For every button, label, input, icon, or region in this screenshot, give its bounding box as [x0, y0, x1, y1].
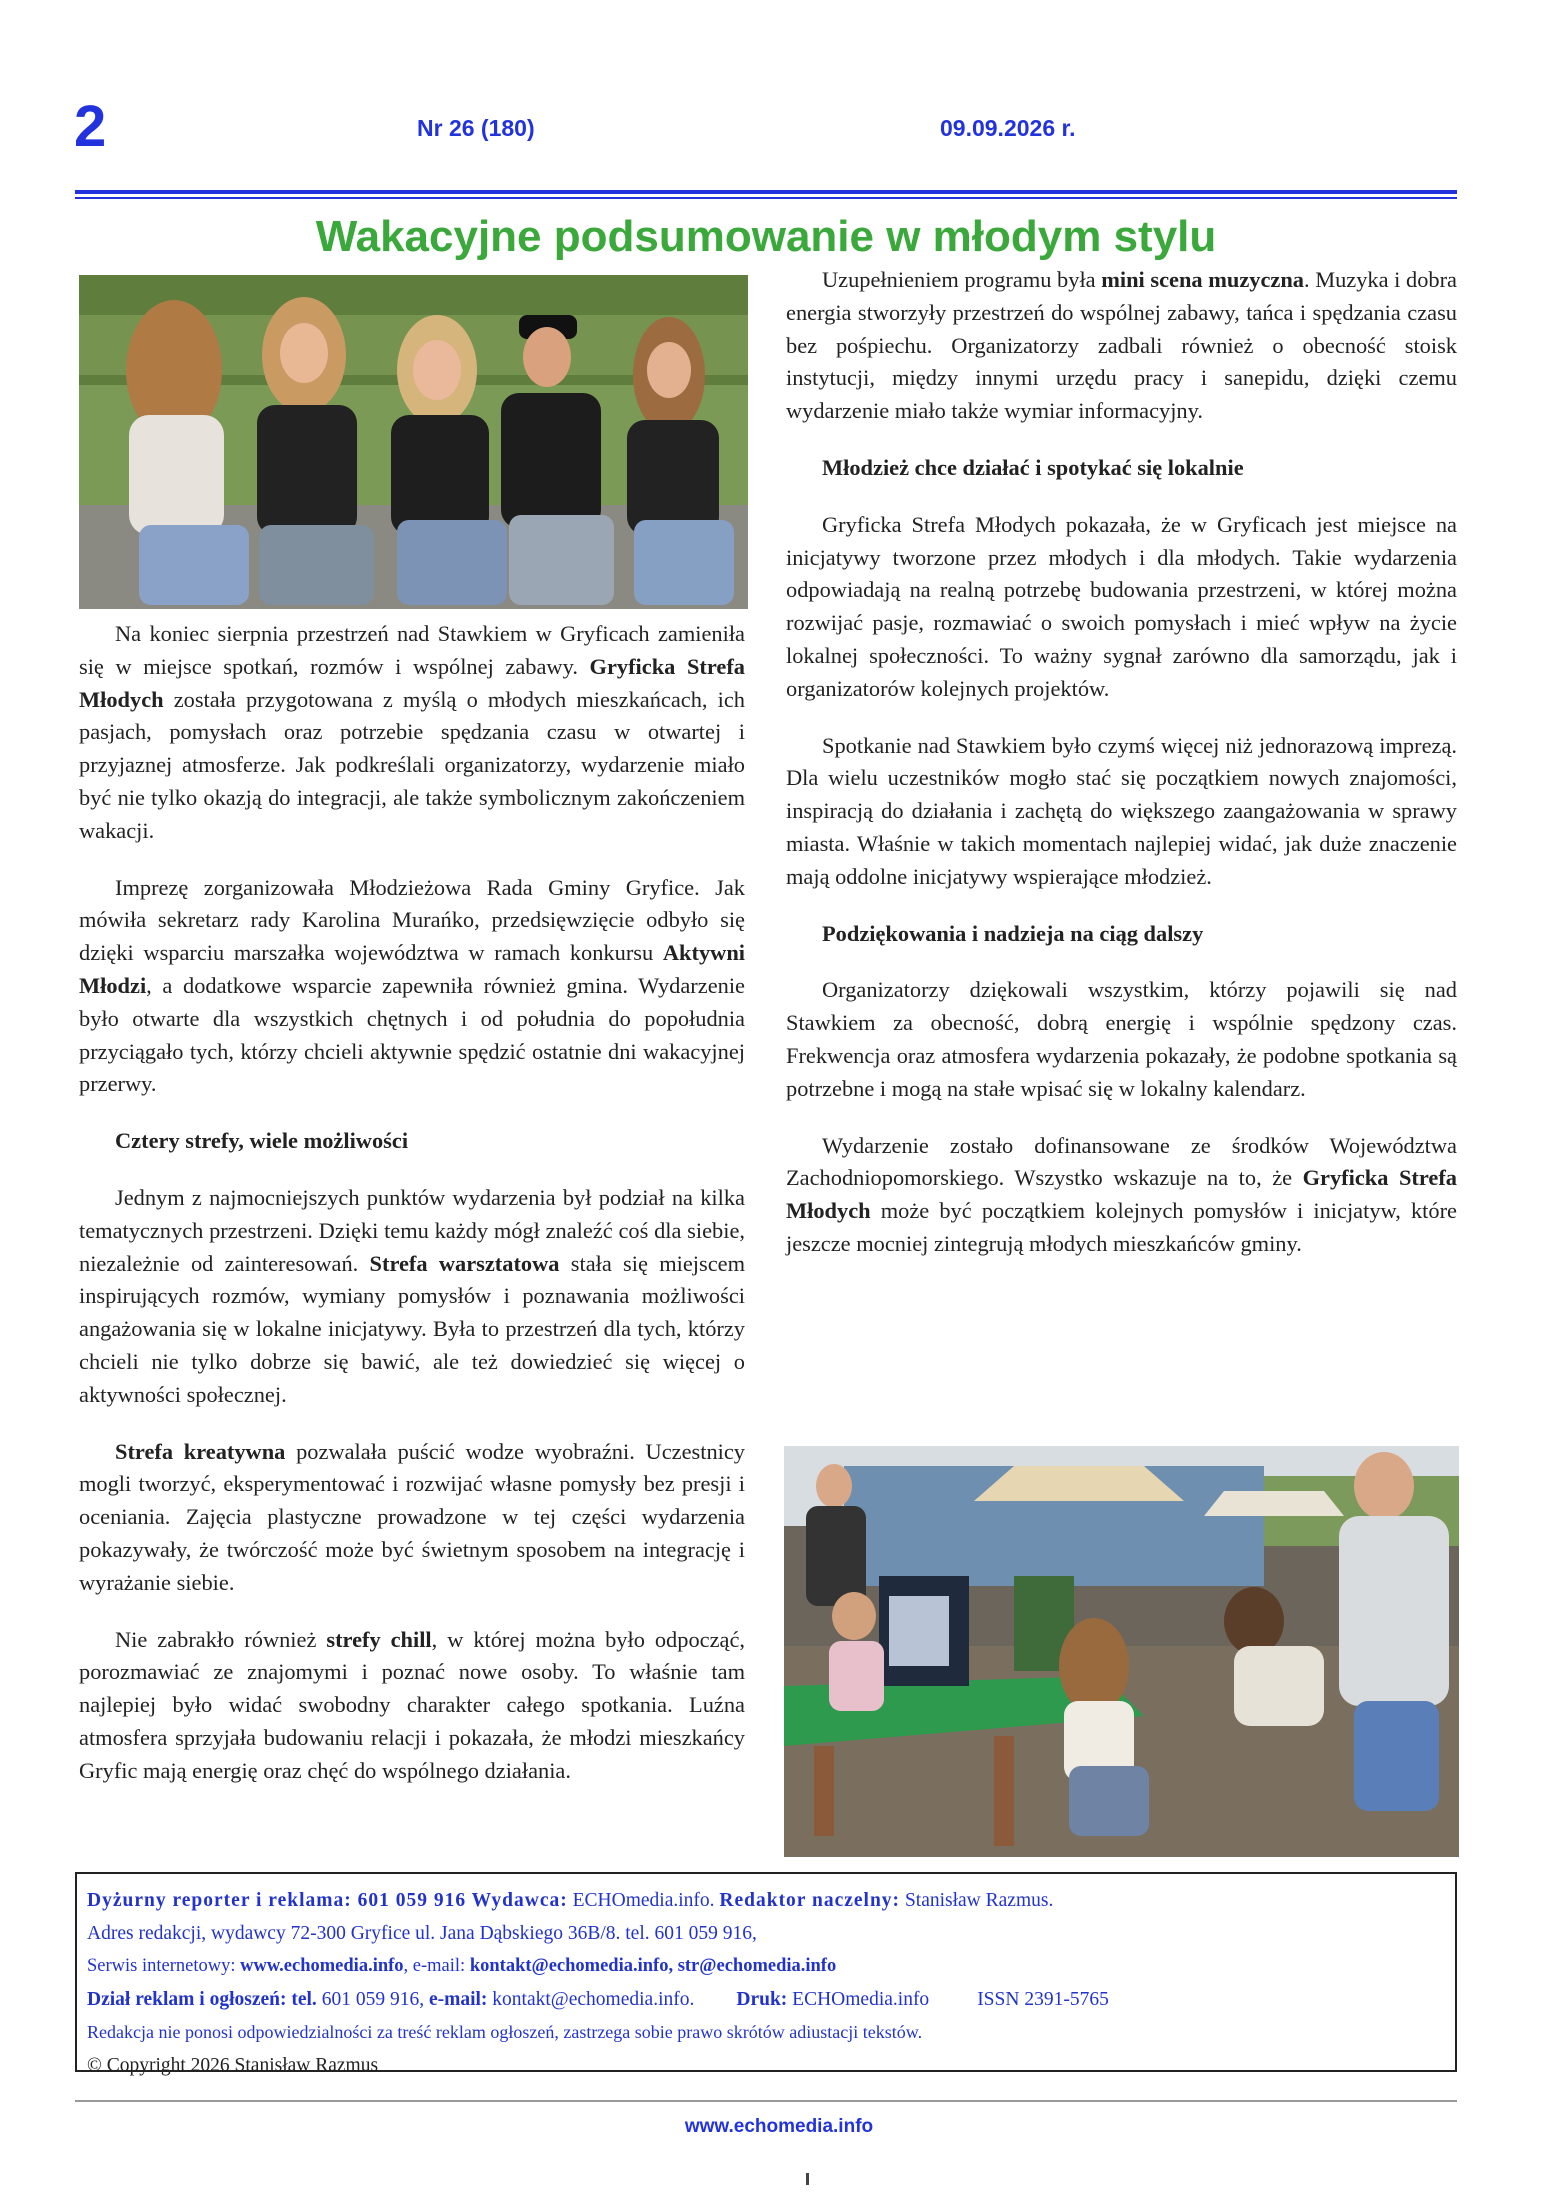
group-photo-image: [79, 275, 748, 609]
header-rule-thin: [75, 197, 1457, 199]
imprint-line-4: Dział reklam i ogłoszeń: tel. 601 059 916, e-mail: kontakt@echomedia.info. Druk: ECHOmedia.info ISSN 2391-5765: [87, 1989, 1109, 2010]
imprint-line-2: Adres redakcji, wydawcy 72-300 Gryfice ul. Jana Dąbskiego 36B/8. tel. 601 059 916,: [87, 1923, 757, 1944]
group-photo: [79, 275, 748, 609]
workshop-photo-image: [784, 1446, 1459, 1857]
paragraph: Organizatorzy dziękowali wszystkim, którzy pojawili się nad Stawkiem za obecność, dobrą energię i wspólnie spędzony czas. Frekwencja oraz atmosfera wydarzenia pokazały, że podobne spotkania są potrzebne i mogą na stałe wpisać się w lokalny kalendarz.: [786, 977, 1457, 1101]
issue-date: 09.09.2026 r.: [940, 115, 1076, 141]
imprint-line-6: © Copyright 2026 Stanisław Razmus: [87, 2055, 379, 2076]
header-rule: [75, 190, 1457, 194]
footer-rule: [75, 2100, 1457, 2102]
section-heading: Podziękowania i nadzieja na ciąg dalszy: [822, 920, 1204, 946]
email-link[interactable]: kontakt@echomedia.info, str@echomedia.info: [469, 1956, 837, 1976]
paragraph: Gryficka Strefa Młodych pokazała, że w Gryficach jest miejsce na inicjatywy tworzone przez młodych i dla młodych. Takie wydarzenia odpowiadają na realną potrzebę budowania przestrzeni, w której można rozwijać pasje, rozmawiać o swoich pomysłach i mieć wpływ na życie lokalnej społeczności. To ważny sygnał zarówno dla samorządu, jak i organizatorów kolejnych projektów.: [786, 511, 1457, 701]
paragraph: Imprezę zorganizowała Młodzieżowa Rada Gminy Gryfice. Jak mówiła sekretarz rady Karolina Murańko, przedsięwzięcie odbyło się dzięki wsparciu marszałka województwa w ramach konkursu Aktywni Młodzi, a dodatkowe wsparcie zapewniła również gmina. Wydarzenie było otwarte dla wszystkich chętnych i od południa do popołudnia przyciągało tych, którzy chcieli aktywnie spędzić ostatnie dni wakacyjnej przerwy.: [79, 874, 745, 1097]
paragraph: Nie zabrakło również strefy chill, w której można było odpocząć, porozmawiać ze znajomymi i poznać nowe osoby. To właśnie tam najlepiej było widać swobodny charakter całego spotkania. Luźna atmosfera sprzyjała budowaniu relacji i pokazała, że młodzi mieszkańcy Gryfic mają energię oraz chęć do wspólnego działania.: [79, 1626, 745, 1783]
section-heading: Młodzież chce działać i spotykać się lokalnie: [822, 454, 1244, 480]
paragraph: Spotkanie nad Stawkiem było czymś więcej niż jednorazową imprezą. Dla wielu uczestników mogło stać się początkiem nowych znajomości, inspiracją do działania i zachętą do większego zaangażowania w sprawy miasta. Właśnie w takich momentach najlepiej widać, jak duże znaczenie mają oddolne inicjatywy wspierające młodzież.: [786, 732, 1457, 889]
article-left-column: [79, 618, 745, 1812]
footer-website[interactable]: www.echomedia.info: [684, 2116, 874, 2137]
page-number: 2: [74, 94, 107, 159]
paragraph: Jednym z najmocniejszych punktów wydarzenia był podział na kilka tematycznych przestrzeni. Dzięki temu każdy mógł znaleźć coś dla siebie, niezależnie od zainteresowań. Strefa warsztatowa stała się miejscem inspirujących rozmów, wymiany pomysłów i poznawania możliwości angażowania się w lokalne inicjatywy. Była to przestrzeń dla tych, którzy chcieli nie tylko dobrze się bawić, ale też dowiedzieć się więcej o aktywności społecznej.: [79, 1184, 745, 1407]
imprint-box: [75, 1872, 1457, 2076]
paragraph: Uzupełnieniem programu była mini scena muzyczna. Muzyka i dobra energia stworzyły przestrzeń do wspólnej zabawy, tańca i spędzania czasu bez pośpiechu. Organizatorzy zadbali również o obecność stoisk instytucji, między innymi urzędu pracy i sanepidu, dzięki czemu wydarzenie miało także wymiar informacyjny.: [786, 267, 1457, 424]
workshop-photo: [784, 1446, 1459, 1857]
section-heading: Cztery strefy, wiele możliwości: [115, 1128, 409, 1154]
imprint-line-1: Dyżurny reporter i reklama: 601 059 916 Wydawca: ECHOmedia.info. Redaktor naczelny: Stanisław Razmus.: [87, 1890, 1054, 1911]
imprint-line-3: Serwis internetowy: www.echomedia.info, e-mail: kontakt@echomedia.info, str@echomedia.info: [87, 1956, 837, 1976]
article-right-column: [786, 264, 1457, 1285]
issue-number: Nr 26 (180): [417, 115, 535, 141]
website-link[interactable]: www.echomedia.info: [240, 1956, 404, 1976]
paragraph: Wydarzenie zostało dofinansowane ze środków Województwa Zachodniopomorskiego. Wszystko wskazuje na to, że Gryficka Strefa Młodych może być początkiem kolejnych pomysłów i inicjatyw, które jeszcze mocniej zintegrują młodych mieszkańców gminy.: [786, 1132, 1457, 1256]
article-title: Wakacyjne podsumowanie w młodym stylu: [315, 212, 1217, 261]
paragraph: Strefa kreatywna pozwalała puścić wodze wyobraźni. Uczestnicy mogli tworzyć, eksperymentować i rozwijać własne pomysły bez presji i oceniania. Zajęcia plastyczne prowadzone w tej części wydarzenia pokazywały, że twórczość może być świetnym sposobem na integrację i wyrażanie siebie.: [79, 1438, 745, 1595]
imprint-line-5: Redakcja nie ponosi odpowiedzialności za treść reklam ogłoszeń, zastrzega sobie prawo skrótów adiustacji tekstów.: [87, 2022, 923, 2042]
page-mark: [806, 2173, 809, 2185]
paragraph: Na koniec sierpnia przestrzeń nad Stawkiem w Gryficach zamieniła się w miejsce spotkań, rozmów i wspólnej zabawy. Gryficka Strefa Młodych została przygotowana z myślą o młodych mieszkańcach, ich pasjach, pomysłach oraz potrzebie spędzania czasu w otwartej i przyjaznej atmosferze. Jak podkreślali organizatorzy, wydarzenie miało być nie tylko okazją do integracji, ale także symbolicznym zakończeniem wakacji.: [79, 621, 745, 843]
